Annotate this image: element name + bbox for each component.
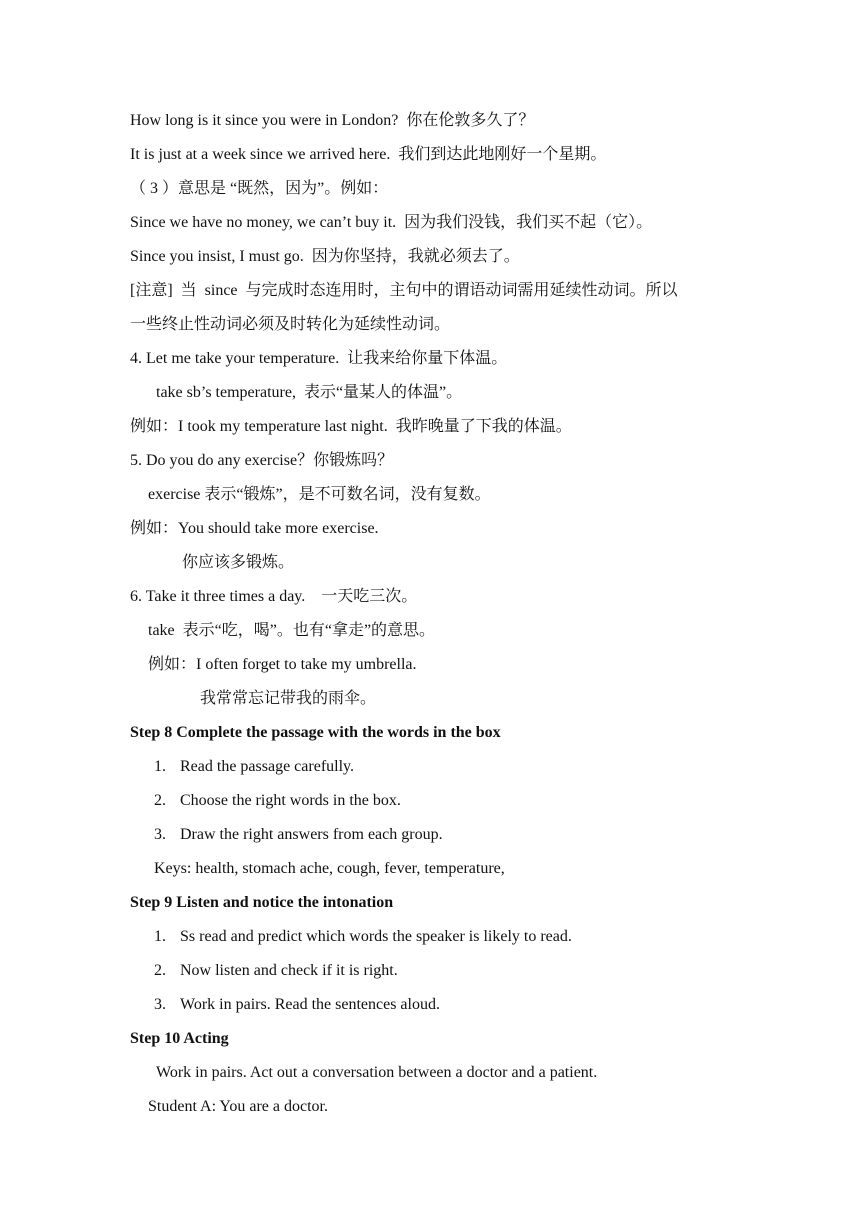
translation-line: 你应该多锻炼。 (182, 554, 295, 571)
list-text: Now listen and check if it is right. (180, 962, 398, 979)
text-line: take sb’s temperature, 表示“量某人的体温”。 (156, 384, 463, 401)
step10-heading: Step 10 Acting (130, 1030, 229, 1047)
list-text: Ss read and predict which words the speaker is likely to read. (180, 928, 572, 945)
list-item (154, 791, 401, 811)
list-text: Work in pairs. Read the sentences aloud. (180, 996, 440, 1013)
list-item (154, 927, 572, 947)
example-line: 例如：You should take more exercise. (130, 520, 379, 537)
text-line: Student A: You are a doctor. (148, 1098, 328, 1115)
example-line: 例如：I often forget to take my umbrella. (148, 656, 417, 673)
text-line: take 表示“吃，喝”。也有“拿走”的意思。 (148, 622, 436, 639)
text-line: Work in pairs. Act out a conversation between a doctor and a patient. (156, 1064, 598, 1081)
step8-heading: Step 8 Complete the passage with the words in the box (130, 724, 501, 741)
list-number: 3. (154, 996, 166, 1013)
list-number: 2. (154, 792, 166, 809)
list-text: Choose the right words in the box. (180, 792, 401, 809)
text-line: It is just at a week since we arrived here. 我们到达此地刚好一个星期。 (130, 146, 607, 163)
keys-line: Keys: health, stomach ache, cough, fever, temperature, (154, 860, 505, 877)
text-line: exercise 表示“锻炼”，是不可数名词，没有复数。 (148, 486, 491, 503)
list-item (154, 995, 440, 1015)
text-line: 5. Do you do any exercise？你锻炼吗？ (130, 452, 394, 469)
list-item (154, 825, 443, 845)
list-text: Read the passage carefully. (180, 758, 354, 775)
step9-heading: Step 9 Listen and notice the intonation (130, 894, 394, 911)
text-line: （ 3 ）意思是 “既然，因为”。例如： (130, 180, 389, 197)
list-number: 1. (154, 758, 166, 775)
list-item (154, 757, 354, 777)
text-line: 6. Take it three times a day. 一天吃三次。 (130, 588, 418, 605)
text-line: How long is it since you were in London? 你在伦敦多久了？ (130, 112, 535, 129)
text-line: Since we have no money, we can’t buy it. 因为我们没钱，我们买不起（它）。 (130, 214, 653, 231)
list-number: 3. (154, 826, 166, 843)
list-item (154, 961, 398, 981)
note-line: 一些终止性动词必须及时转化为延续性动词。 (130, 316, 451, 333)
example-line: 例如：I took my temperature last night. 我昨晚量了下我的体温。 (130, 418, 572, 435)
list-number: 1. (154, 928, 166, 945)
note-line: [注意] 当 since 与完成时态连用时，主句中的谓语动词需用延续性动词。所以 (130, 282, 678, 299)
list-number: 2. (154, 962, 166, 979)
text-line: Since you insist, I must go. 因为你坚持，我就必须去了。 (130, 248, 520, 265)
translation-line: 我常常忘记带我的雨伞。 (200, 690, 377, 707)
text-line: 4. Let me take your temperature. 让我来给你量下体温。 (130, 350, 508, 367)
list-text: Draw the right answers from each group. (180, 826, 443, 843)
